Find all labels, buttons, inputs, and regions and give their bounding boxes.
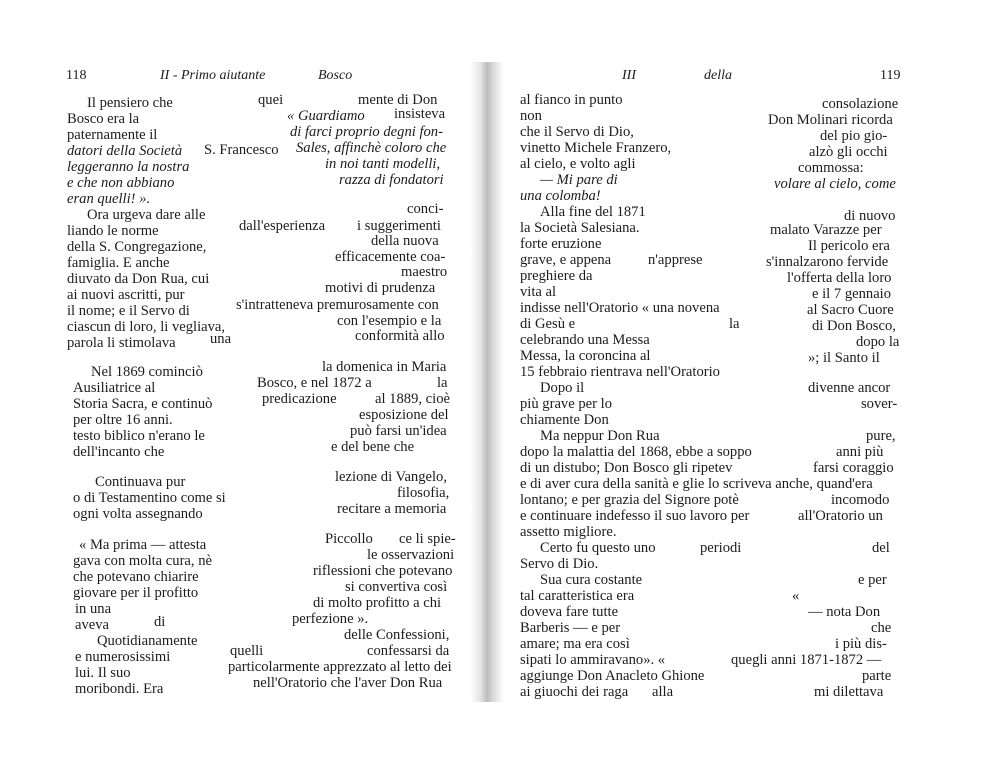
right-text-line: Sua cura costante xyxy=(540,572,643,588)
right-text-line: « xyxy=(792,588,800,604)
left-text-line: s'intratteneva premurosamente con xyxy=(236,297,439,313)
right-text-line: preghiere da xyxy=(520,268,593,284)
right-text-line: e di aver cura della sanità e glie lo scriveva anche, quand'era xyxy=(520,476,873,492)
right-text-line: Alla fine del 1871 xyxy=(540,204,646,220)
right-text-line: una colomba! xyxy=(520,188,601,204)
right-text-line: l'offerta della loro xyxy=(787,270,892,286)
left-text-line: quei xyxy=(258,92,284,108)
left-text-line: si convertiva così xyxy=(345,579,448,595)
right-text-line: Don Molinari ricorda xyxy=(768,112,893,128)
right-running-head: III xyxy=(622,68,636,83)
right-text-line: dopo la malattia del 1868, ebbe a soppo xyxy=(520,444,752,460)
left-text-line: « Guardiamo xyxy=(287,108,365,124)
right-text-line: e continuare indefesso il suo lavoro per xyxy=(520,508,750,524)
left-text-line: leggeranno la nostra xyxy=(67,159,190,175)
right-text-line: n'apprese xyxy=(648,252,703,268)
right-text-line: mi dilettava xyxy=(814,684,884,700)
right-text-line: Dopo il xyxy=(540,380,585,396)
right-text-line: che il Servo di Dio, xyxy=(520,124,634,140)
left-text-line: la domenica in Maria xyxy=(322,359,447,375)
left-page-number: 118 xyxy=(66,68,87,83)
right-text-line: Servo di Dio. xyxy=(520,556,599,572)
right-text-line: non xyxy=(520,108,542,124)
right-text-line: — Mi pare di xyxy=(540,172,618,188)
right-text-line: all'Oratorio un xyxy=(798,508,883,524)
left-text-line: e del bene che xyxy=(331,439,415,455)
right-text-line: del xyxy=(872,540,890,556)
left-text-line: gava con molta cura, nè xyxy=(73,553,212,569)
right-text-line: lontano; e per grazia del Signore potè xyxy=(520,492,739,508)
left-text-line: mente di Don xyxy=(358,92,438,108)
left-text-line: nell'Oratorio che l'aver Don Rua xyxy=(253,675,443,691)
right-text-line: vita al xyxy=(520,284,557,300)
left-text-line: Storia Sacra, e continuò xyxy=(73,396,213,412)
left-text-line: quelli xyxy=(230,643,264,659)
left-text-line: per oltre 16 anni. xyxy=(73,412,173,428)
right-text-line: ai giuochi dei raga xyxy=(520,684,629,700)
left-text-line: lui. Il suo xyxy=(75,665,131,681)
left-text-line: di xyxy=(154,614,166,630)
right-text-line: farsi coraggio xyxy=(813,460,894,476)
right-text-line: sipati lo ammiravano». « xyxy=(520,652,666,668)
left-text-line: conformità allo xyxy=(355,328,445,344)
left-text-line: della nuova xyxy=(371,233,439,249)
right-text-line: volare al cielo, come xyxy=(774,176,896,192)
left-text-line: esposizione del xyxy=(359,407,449,423)
left-text-line: datori della Società xyxy=(67,143,183,159)
right-text-line: che xyxy=(871,620,892,636)
right-page xyxy=(478,0,1002,779)
left-text-line: particolarmente apprezzato al letto dei xyxy=(228,659,452,675)
left-text-line: recitare a memoria xyxy=(337,501,447,517)
left-text-line: confessarsi da xyxy=(367,643,450,659)
right-text-line: parte xyxy=(862,668,892,684)
right-running-head-right: della xyxy=(704,68,732,83)
right-text-line: di Gesù e xyxy=(520,316,576,332)
left-text-line: le osservazioni xyxy=(367,547,455,563)
right-text-line: commossa: xyxy=(798,160,864,176)
right-text-line: grave, e appena xyxy=(520,252,612,268)
left-text-line: Il pensiero che xyxy=(87,95,173,111)
right-text-line: aggiunge Don Anacleto Ghione xyxy=(520,668,705,684)
right-text-line: 15 febbraio rientrava nell'Oratorio xyxy=(520,364,720,380)
right-text-line: consolazione xyxy=(822,96,899,112)
right-text-line: dopo la xyxy=(856,334,900,350)
right-text-line: Certo fu questo uno xyxy=(540,540,656,556)
left-text-line: diuvato da Don Rua, cui xyxy=(67,271,210,287)
right-text-line: celebrando una Messa xyxy=(520,332,650,348)
left-text-line: Bosco, e nel 1872 a xyxy=(257,375,372,391)
right-text-line: e per xyxy=(858,572,887,588)
left-text-line: la xyxy=(437,375,448,391)
left-text-line: ce li spie- xyxy=(399,531,456,547)
left-page xyxy=(0,0,478,779)
left-text-line: i suggerimenti xyxy=(357,218,441,234)
left-text-line: Ausiliatrice al xyxy=(73,380,156,396)
right-text-line: chiamente Don xyxy=(520,412,609,428)
right-text-line: assetto migliore. xyxy=(520,524,617,540)
left-text-line: giovare per il profitto xyxy=(73,585,199,601)
left-text-line: di molto profitto a chi xyxy=(313,595,442,611)
left-text-line: che potevano chiarire xyxy=(73,569,199,585)
right-text-line: s'innalzarono fervide xyxy=(766,254,889,270)
left-text-line: motivi di prudenza xyxy=(325,280,436,296)
left-text-line: ciascun di loro, li vegliava, xyxy=(67,319,226,335)
left-text-line: una xyxy=(210,331,232,347)
left-text-line: e che non abbiano xyxy=(67,175,175,191)
left-text-line: Nel 1869 cominciò xyxy=(91,364,203,380)
left-text-line: liando le norme xyxy=(67,223,159,239)
right-text-line: »; il Santo il xyxy=(808,350,880,366)
right-text-line: divenne ancor xyxy=(808,380,891,396)
left-text-line: riflessioni che potevano xyxy=(313,563,453,579)
right-text-line: sover- xyxy=(861,396,898,412)
right-text-line: Barberis — e per xyxy=(520,620,621,636)
left-text-line: aveva xyxy=(75,617,110,633)
right-text-line: alzò gli occhi xyxy=(809,144,888,160)
left-text-line: il nome; e il Servo di xyxy=(67,303,190,319)
left-text-line: di farci proprio degni fon- xyxy=(290,124,443,140)
left-text-line: delle Confessioni, xyxy=(344,627,450,643)
left-text-line: ai nuovi ascritti, pur xyxy=(67,287,185,303)
left-text-line: o di Testamentino come si xyxy=(73,490,226,506)
right-text-line: indisse nell'Oratorio « una novena xyxy=(520,300,720,316)
left-text-line: conci- xyxy=(407,201,444,217)
left-text-line: Ora urgeva dare alle xyxy=(87,207,206,223)
left-text-line: Piccollo xyxy=(325,531,373,547)
right-text-line: forte eruzione xyxy=(520,236,602,252)
left-text-line: in una xyxy=(75,601,112,617)
right-text-line: vinetto Michele Franzero, xyxy=(520,140,672,156)
left-text-line: famiglia. E anche xyxy=(67,255,170,271)
left-text-line: insisteva xyxy=(394,106,446,122)
left-text-line: paternamente il xyxy=(67,127,158,143)
left-text-line: Quotidianamente xyxy=(97,633,198,649)
left-text-line: ogni volta assegnando xyxy=(73,506,203,522)
left-text-line: Sales, affinchè coloro che xyxy=(296,140,447,156)
left-text-line: della S. Congregazione, xyxy=(67,239,207,255)
right-text-line: e il 7 gennaio xyxy=(812,286,892,302)
left-text-line: maestro xyxy=(401,264,448,280)
left-text-line: razza di fondatori xyxy=(339,172,444,188)
right-text-line: Ma neppur Don Rua xyxy=(540,428,660,444)
left-running-head-right: Bosco xyxy=(318,68,353,83)
left-text-line: testo biblico n'erano le xyxy=(73,428,205,444)
right-text-line: alla xyxy=(652,684,674,700)
right-page-number: 119 xyxy=(880,68,901,83)
right-text-line: la xyxy=(729,316,740,332)
right-text-line: tal caratteristica era xyxy=(520,588,635,604)
right-text-line: Messa, la coroncina al xyxy=(520,348,651,364)
left-text-line: perfezione ». xyxy=(292,611,369,627)
left-text-line: dell'incanto che xyxy=(73,444,165,460)
left-text-line: efficacemente coa- xyxy=(335,249,446,265)
right-text-line: al Sacro Cuore xyxy=(807,302,894,318)
left-text-line: eran quelli! ». xyxy=(67,191,151,207)
left-text-line: « Ma prima — attesta xyxy=(79,537,207,553)
left-text-line: Continuava pur xyxy=(95,474,186,490)
left-text-line: moribondi. Era xyxy=(75,681,164,697)
right-text-line: al cielo, e volto agli xyxy=(520,156,636,172)
left-text-line: Bosco era la xyxy=(67,111,140,127)
right-text-line: quegli anni 1871-1872 — xyxy=(731,652,882,668)
right-text-line: — nota Don xyxy=(808,604,881,620)
left-text-line: parola li stimolava xyxy=(67,335,176,351)
left-text-line: dall'esperienza xyxy=(239,218,326,234)
right-text-line: incomodo xyxy=(831,492,890,508)
left-text-line: S. Francesco xyxy=(204,142,279,158)
left-text-line: con l'esempio e la xyxy=(337,313,442,329)
left-text-line: lezione di Vangelo, xyxy=(335,469,447,485)
left-text-line: può farsi un'idea xyxy=(350,423,447,439)
right-text-line: malato Varazze per xyxy=(770,222,882,238)
left-text-line: predicazione xyxy=(262,391,337,407)
right-text-line: anni più xyxy=(836,444,884,460)
right-text-line: del pio gio- xyxy=(820,128,888,144)
right-text-line: Il pericolo era xyxy=(808,238,890,254)
right-text-line: pure, xyxy=(866,428,896,444)
left-running-head: II - Primo aiutante xyxy=(160,68,266,83)
right-text-line: al fianco in punto xyxy=(520,92,623,108)
right-text-line: di un distubo; Don Bosco gli ripetev xyxy=(520,460,733,476)
right-text-line: periodi xyxy=(700,540,742,556)
right-text-line: la Società Salesiana. xyxy=(520,220,640,236)
right-text-line: più grave per lo xyxy=(520,396,612,412)
left-text-line: in noi tanti modelli, xyxy=(325,156,441,172)
left-text-line: e numerosissimi xyxy=(75,649,171,665)
left-text-line: al 1889, cioè xyxy=(375,391,450,407)
right-text-line: di nuovo xyxy=(844,208,896,224)
right-text-line: i più dis- xyxy=(835,636,887,652)
right-text-line: amare; ma era così xyxy=(520,636,630,652)
right-text-line: di Don Bosco, xyxy=(812,318,896,334)
left-text-line: filosofia, xyxy=(397,485,450,501)
right-text-line: doveva fare tutte xyxy=(520,604,619,620)
